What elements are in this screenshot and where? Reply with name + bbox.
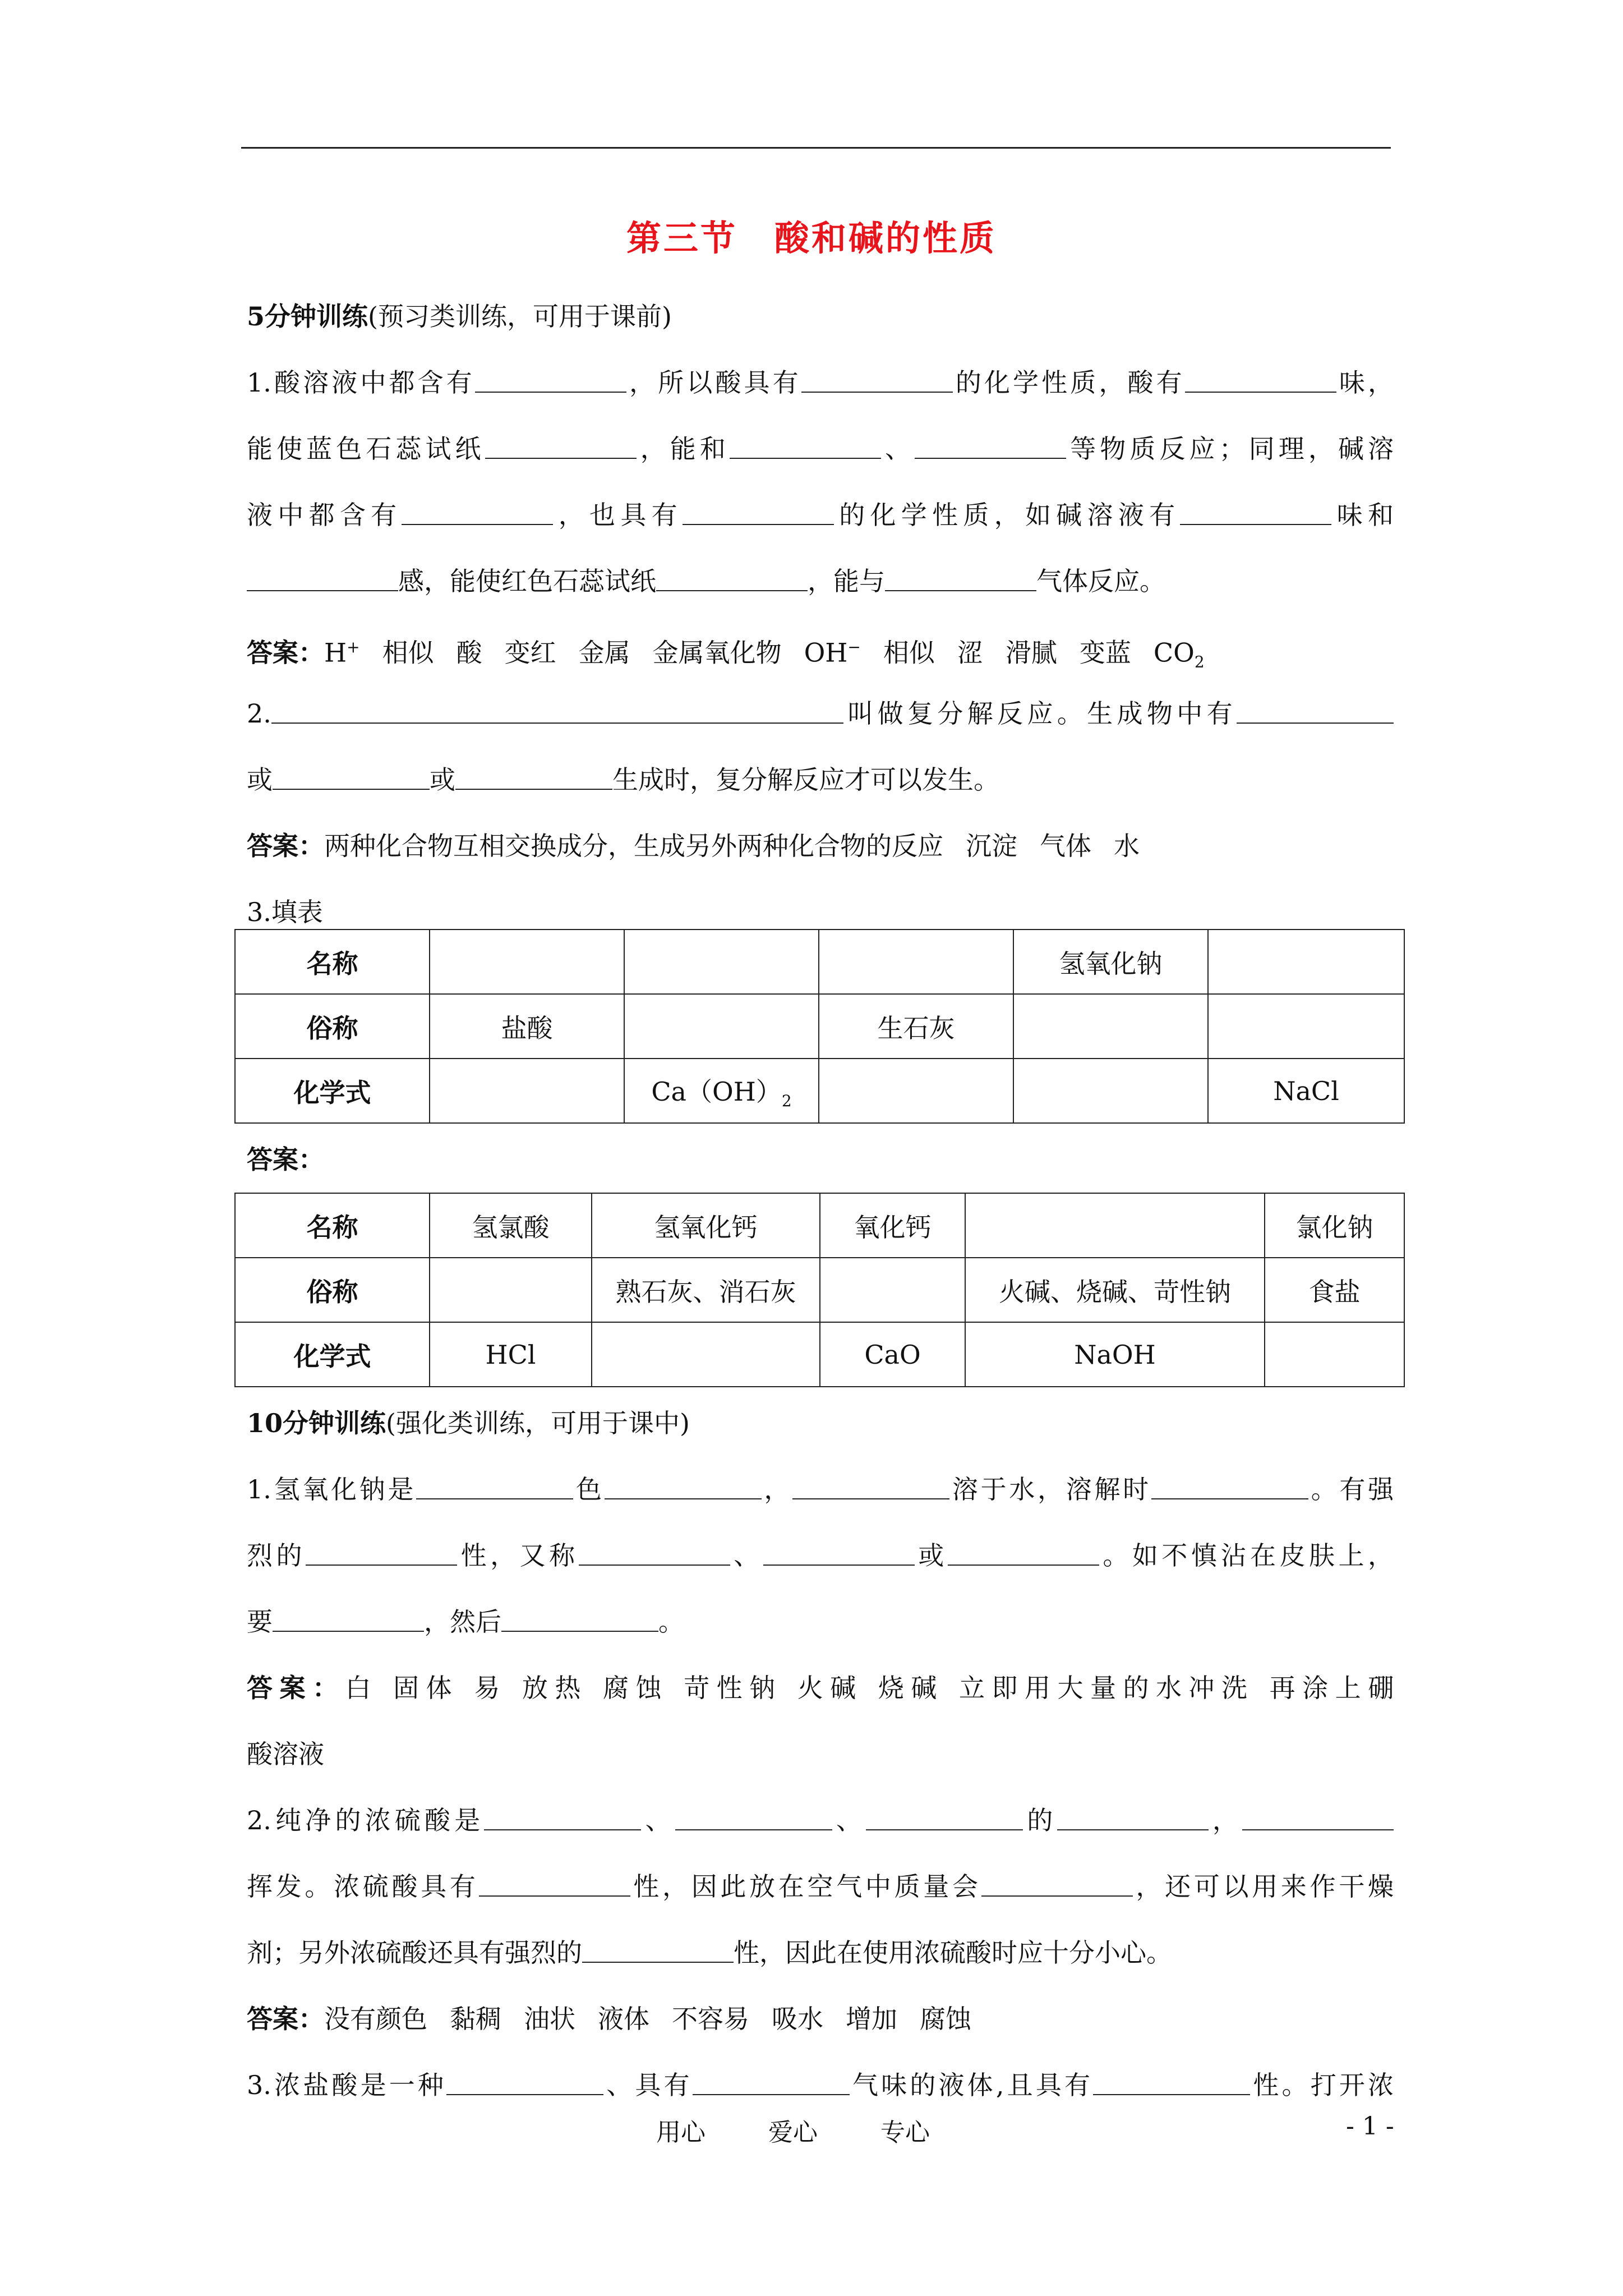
blank	[484, 1807, 641, 1830]
section-head: 5分钟训练	[247, 301, 368, 332]
page-number: - 1 -	[1346, 2112, 1394, 2141]
blank	[915, 435, 1066, 459]
blank	[730, 435, 881, 459]
blank	[1093, 2072, 1250, 2095]
p2-line-1: 2.纯净的浓硫酸是 、 、 的 ，	[247, 1787, 1394, 1853]
p2-line-3: 剂；另外浓硫酸还具有强烈的 性，因此在使用浓硫酸时应十分小心。	[247, 1938, 1172, 1968]
section-note: (预习类训练，可用于课前)	[368, 301, 672, 332]
blank	[416, 1476, 573, 1499]
blank	[475, 369, 626, 393]
section-head: 10分钟训练	[247, 1408, 386, 1438]
footer-item: 爱心	[768, 2118, 818, 2147]
blank	[273, 766, 430, 790]
question-3-label: 3.填表	[247, 897, 323, 927]
answer-line: 答案：两种化合物互相交换成分，生成另外两种化合物的反应 沉淀 气体 水	[247, 831, 1140, 861]
blank	[1057, 1807, 1209, 1830]
section-10min: 10分钟训练(强化类训练，可用于课中) 1.氢氧化钠是 色 ， 溶于水，溶解时 。有强 烈的 性，又称 、 或 。如不慎沾在皮肤上， 要 ，然后 。 答案：白 固体 易 放热 腐蚀 苛性钠 火碱 烧碱 立即用大量的水冲洗 再涂上硼 酸溶液 2.纯净的浓硫酸是 、 、 的 ， 挥发。浓硫酸具有 性，因此放在空气中质量会 ，还可以用来作干燥 剂；另外浓硫酸还具有强烈的 性，因此在使用浓硫酸时应十分小心。 答案：没有颜色 黏稠 油状 液体 不容易 吸水 增加 腐蚀 3.浓盐酸是一种 、具有 气味的液体,且具有 性。打开浓	[247, 1390, 1394, 2118]
p1-line-2: 烈的 性，又称 、 或 。如不慎沾在皮肤上，	[247, 1540, 1394, 1571]
blank	[273, 1608, 424, 1632]
blank	[675, 1807, 832, 1830]
answer-line: 答案：H+ 相似 酸 变红 金属 金属氧化物 OH− 相似 涩 滑腻 变蓝 $CO_2$	[247, 637, 1205, 671]
blank	[948, 1542, 1099, 1566]
p3-line-1: 3.浓盐酸是一种 、具有 气味的液体,且具有 性。打开浓	[247, 2070, 1394, 2100]
p1-line-3: 要 ，然后 。	[247, 1607, 684, 1637]
blank	[446, 2072, 603, 2095]
question-1: 1.酸溶液中都含有 ，所以酸具有 的化学性质，酸有 味， 能使蓝色石蕊试纸 ，能和 、 等物质反应；同理，碱溶 液中都含有 ，也具有 的化学性质，如碱溶液有 味和 感，能使红色石蕊试纸 ，能与 气体反应。 答案：H+ 相似 酸 变红 金属 金属氧化物 OH− 相似 涩 滑腻 变蓝 $CO_2$	[247, 349, 1394, 680]
footer-item: 专心	[880, 2118, 930, 2147]
blank	[866, 1807, 1023, 1830]
answer-line: 答案：白 固体 易 放热 腐蚀 苛性钠 火碱 烧碱 立即用大量的水冲洗 再涂上硼	[247, 1673, 1394, 1703]
p1-line-1: 1.氢氧化钠是 色 ， 溶于水，溶解时 。有强	[247, 1474, 1394, 1504]
blank	[1180, 501, 1331, 525]
blank	[605, 1476, 762, 1499]
blank	[485, 435, 637, 459]
answer-table: 名称 氢氯酸 氢氧化钙 氧化钙 氯化钠 俗称 熟石灰、消石灰 火碱、烧碱、苛性钠 食盐 化学式 HCl CaO NaOH	[234, 1193, 1405, 1387]
blank	[981, 1873, 1133, 1897]
blank	[693, 2072, 850, 2095]
blank	[1151, 1476, 1308, 1499]
p2-line-2: 挥发。浓硫酸具有 性，因此放在空气中质量会 ，还可以用来作干燥	[247, 1871, 1394, 1902]
fill-table: 名称 氢氧化钠 俗称 盐酸 生石灰 化学式 $Ca(OH)_2$ NaCl	[234, 929, 1405, 1124]
blank	[801, 369, 953, 393]
footer-item: 用心	[656, 2118, 706, 2147]
blank	[792, 1476, 949, 1499]
blank	[271, 700, 843, 724]
section-5min	[247, 283, 1394, 349]
table-answer-label: 答案：	[247, 1144, 324, 1175]
blank	[656, 568, 808, 591]
blank	[1237, 700, 1394, 724]
blank	[501, 1608, 658, 1632]
blank	[1242, 1807, 1394, 1830]
blank	[579, 1542, 730, 1566]
answer-line: 答案：没有颜色 黏稠 油状 液体 不容易 吸水 增加 腐蚀	[247, 2004, 971, 2034]
blank	[683, 501, 834, 525]
page-title: 第三节 酸和碱的性质	[626, 218, 997, 259]
blank	[885, 568, 1036, 591]
blank	[402, 501, 553, 525]
blank	[582, 1939, 734, 1963]
section-note: (强化类训练，可用于课中)	[386, 1408, 690, 1438]
question-2: 2. 叫做复分解反应。生成物中有 或 或 生成时，复分解反应才可以发生。 答案：两种化合物互相交换成分，生成另外两种化合物的反应 沉淀 气体 水 3.填表	[247, 680, 1394, 945]
blank	[763, 1542, 915, 1566]
blank	[455, 766, 612, 790]
blank	[247, 568, 398, 591]
blank	[306, 1542, 457, 1566]
blank	[1185, 369, 1336, 393]
header-rule	[241, 147, 1391, 149]
blank	[479, 1873, 630, 1897]
